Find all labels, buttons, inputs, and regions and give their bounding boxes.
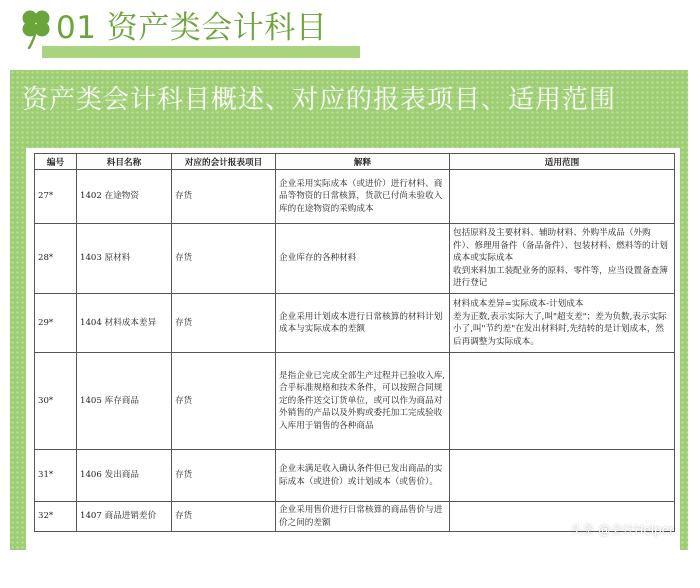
- table-header-row: [35, 154, 675, 170]
- col-header-explanation: 解释: [276, 154, 450, 170]
- clover-icon: [20, 8, 54, 50]
- row-scope: 材料成本差异=实际成本-计划成本 差为正数,表示实际大了,叫"超支差"；差为负数,表示实际小了,叫"节约差"在发出材料时,先结转的是计划成本，然后再调整为实际成本。: [450, 294, 675, 353]
- banner-title: 资产类会计科目概述、对应的报表项目、适用范围: [22, 85, 617, 115]
- row-explanation: 企业未满足收入确认条件但已发出商品的实际成本（或进价）或计划成本（或售价）。: [276, 450, 450, 502]
- accounts-table: [34, 153, 675, 532]
- row-number: 29*: [35, 294, 77, 353]
- row-number: 28*: [35, 224, 77, 294]
- table-row: [35, 450, 675, 502]
- section-header: [0, 0, 700, 62]
- row-scope: [450, 353, 675, 450]
- watermark-text: 头条 @会计Helper: [570, 523, 674, 537]
- row-scope: 包括原料及主要材料、辅助材料、外购半成品（外购件）、修理用备件（备品备件）、包装材料、燃料等的计划成本或实际成本 收到来料加工装配业务的原料、零件等，应当设置备查簿进行登记: [450, 224, 675, 294]
- col-header-number: 编号: [35, 154, 77, 170]
- row-number: 27*: [35, 170, 77, 224]
- section-title: 01 资产类会计科目: [56, 10, 328, 46]
- row-explanation: 是指企业已完成全部生产过程并已验收入库,合乎标准规格和技术条件，可以按照合同规定的条件送交订货单位，或可以作为商品对外销售的产品以及外购或委托加工完成验收入库用于销售的各种商品: [276, 353, 450, 450]
- col-header-report-item: 对应的会计报表项目: [172, 154, 276, 170]
- row-report-item: 存货: [172, 502, 276, 532]
- row-number: 31*: [35, 450, 77, 502]
- row-report-item: 存货: [172, 294, 276, 353]
- row-explanation: 企业采用实际成本（或进价）进行材料、商品等物资的日常核算，货款已付尚未验收入库的在途物资的采购成本: [276, 170, 450, 224]
- row-account: 1404 材料成本差异: [77, 294, 172, 353]
- row-report-item: 存货: [172, 224, 276, 294]
- row-number: 32*: [35, 502, 77, 532]
- table-row: [35, 224, 675, 294]
- content-panel: [10, 70, 688, 550]
- row-explanation: 企业采用售价进行日常核算的商品售价与进价之间的差额: [276, 502, 450, 532]
- row-account: 1402 在途物资: [77, 170, 172, 224]
- col-header-account: 科目名称: [77, 154, 172, 170]
- row-explanation: 企业库存的各种材料: [276, 224, 450, 294]
- table-row: [35, 170, 675, 224]
- row-scope: [450, 170, 675, 224]
- row-account: 1407 商品进销差价: [77, 502, 172, 532]
- row-account: 1403 原材料: [77, 224, 172, 294]
- row-explanation: 企业采用计划成本进行日常核算的材料计划成本与实际成本的差额: [276, 294, 450, 353]
- row-number: 30*: [35, 353, 77, 450]
- row-account: 1406 发出商品: [77, 450, 172, 502]
- row-account: 1405 库存商品: [77, 353, 172, 450]
- table-row: [35, 353, 675, 450]
- row-report-item: 存货: [172, 170, 276, 224]
- row-report-item: 存货: [172, 353, 276, 450]
- table-row: [35, 294, 675, 353]
- row-scope: [450, 450, 675, 502]
- row-report-item: 存货: [172, 450, 276, 502]
- col-header-scope: 适用范围: [450, 154, 675, 170]
